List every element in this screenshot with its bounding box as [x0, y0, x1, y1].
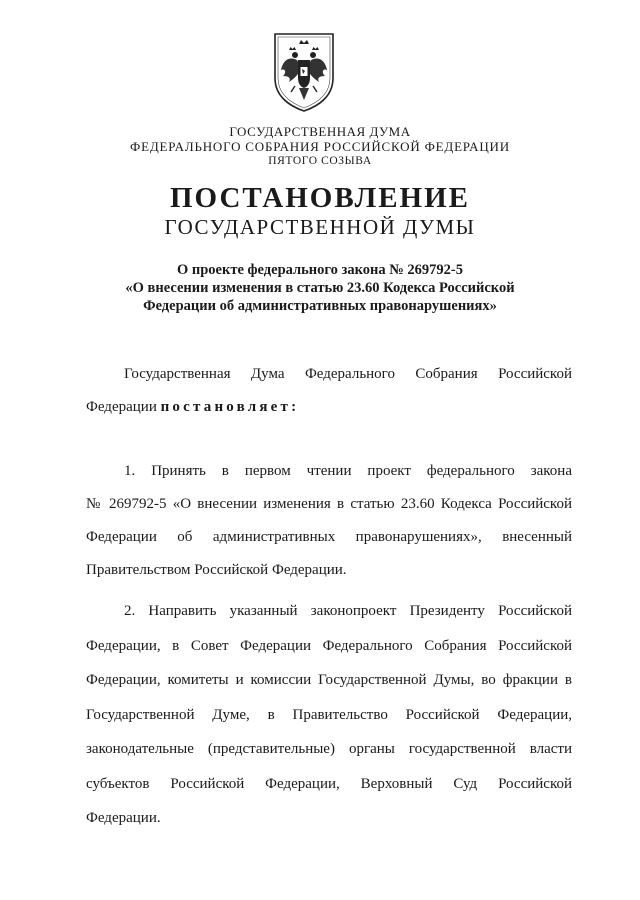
- item-line: Федерации, комитеты и комиссии Государственной Думы, во фракции в: [86, 672, 572, 688]
- preamble-line: Государственная Дума Федерального Собрания Российской: [124, 366, 572, 382]
- item-line: Правительством Российской Федерации.: [86, 562, 347, 578]
- state-emblem: [271, 30, 337, 114]
- document-subject: [40, 261, 600, 315]
- double-headed-eagle-icon: [271, 30, 337, 114]
- org-name-line2: ФЕДЕРАЛЬНОГО СОБРАНИЯ РОССИЙСКОЙ ФЕДЕРАЦИИ: [130, 139, 510, 154]
- subject-line: Федерации об административных правонарушениях»: [143, 298, 497, 314]
- subject-line: «О внесении изменения в статью 23.60 Кодекса Российской: [125, 280, 515, 296]
- item-line: Федерации.: [86, 810, 161, 826]
- item-line: Государственной Думе, в Правительство Российской Федерации,: [86, 706, 572, 723]
- preamble-line: [86, 391, 572, 424]
- subject-line: О проекте федерального закона № 269792-5: [176, 262, 464, 278]
- item-line: законодательные (представительные) органы государственной власти: [86, 741, 572, 757]
- item-line: 2. Направить указанный законопроект Президенту Российской: [124, 603, 572, 619]
- document-title: ПОСТАНОВЛЕНИЕ: [169, 182, 470, 214]
- item-line: Федерации об административных правонарушениях», внесенный: [86, 529, 572, 545]
- org-name-line1: ГОСУДАРСТВЕННАЯ ДУМА: [229, 124, 411, 139]
- resolves-keyword: постановляет:: [160, 399, 300, 415]
- item-line: № 269792-5 «О внесении изменения в статью 23.60 Кодекса Российской: [86, 496, 572, 512]
- convocation: ПЯТОГО СОЗЫВА: [268, 155, 372, 167]
- item-line: 1. Принять в первом чтении проект федерального закона: [124, 463, 572, 479]
- preamble-text: Федерации: [86, 399, 157, 415]
- preamble: [86, 358, 572, 424]
- item-line: Федерации, в Совет Федерации Федерального Собрания Российской: [86, 637, 572, 654]
- item-line: субъектов Российской Федерации, Верховный Суд Российской: [86, 775, 572, 792]
- resolution-item-1: [86, 455, 572, 587]
- resolution-item-2: [86, 594, 572, 836]
- document-subtitle: ГОСУДАРСТВЕННОЙ ДУМЫ: [164, 215, 476, 239]
